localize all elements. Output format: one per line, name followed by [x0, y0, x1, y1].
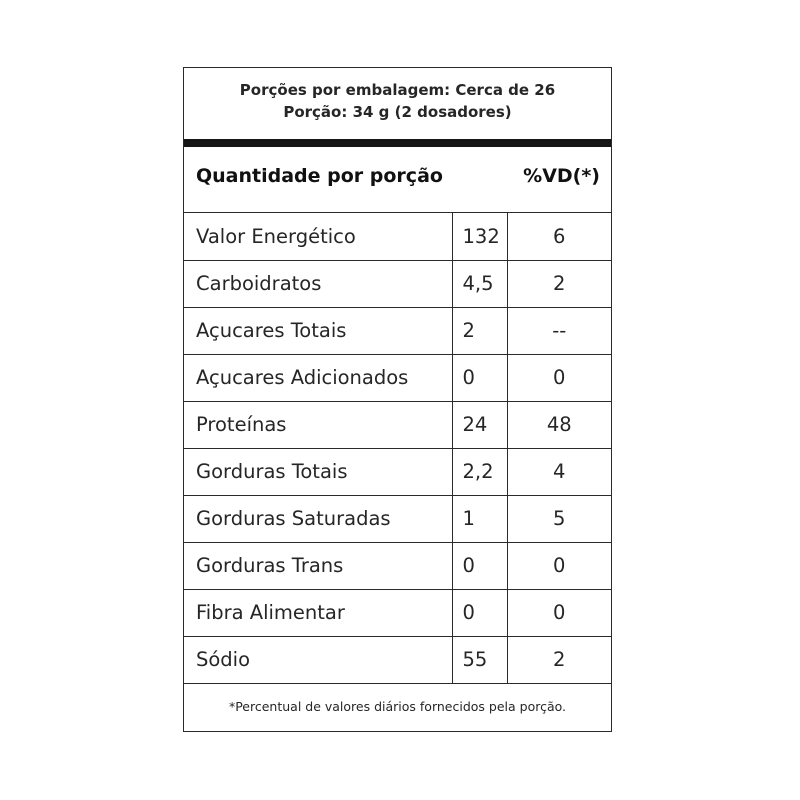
nutrient-daily-value: 5: [507, 495, 611, 542]
nutrient-daily-value: --: [507, 307, 611, 354]
servings-info: [184, 68, 611, 140]
nutrient-quantity: 2,2: [452, 448, 507, 495]
nutrient-daily-value: 2: [507, 636, 611, 683]
header-daily-value: %VD(*): [523, 165, 600, 187]
nutrient-quantity: 4,5: [452, 260, 507, 307]
nutrient-daily-value: 4: [507, 448, 611, 495]
nutrient-quantity: 132: [452, 213, 507, 260]
table-row: [184, 589, 611, 636]
nutrient-quantity: 0: [452, 354, 507, 401]
nutrition-facts-label: [183, 67, 612, 732]
nutrient-name: Gorduras Saturadas: [184, 495, 452, 542]
nutrient-name: Valor Energético: [184, 213, 452, 260]
table-row: [184, 448, 611, 495]
table-row: [184, 307, 611, 354]
nutrients-table: [184, 213, 611, 684]
nutrient-name: Carboidratos: [184, 260, 452, 307]
nutrient-name: Fibra Alimentar: [184, 589, 452, 636]
nutrient-daily-value: 6: [507, 213, 611, 260]
table-row: [184, 495, 611, 542]
nutrient-quantity: 0: [452, 542, 507, 589]
nutrient-quantity: 0: [452, 589, 507, 636]
nutrient-name: Gorduras Trans: [184, 542, 452, 589]
serving-size: Porção: 34 g (2 dosadores): [283, 103, 512, 121]
nutrient-quantity: 1: [452, 495, 507, 542]
thick-divider: [184, 139, 611, 147]
nutrient-daily-value: 48: [507, 401, 611, 448]
footnote: *Percentual de valores diários fornecidos pela porção.: [228, 699, 567, 714]
nutrient-name: Proteínas: [184, 401, 452, 448]
nutrient-quantity: 24: [452, 401, 507, 448]
servings-per-package: Porções por embalagem: Cerca de 26: [239, 81, 556, 99]
nutrient-name: Sódio: [184, 636, 452, 683]
nutrient-name: Açucares Totais: [184, 307, 452, 354]
table-header: [184, 147, 611, 213]
table-row: [184, 542, 611, 589]
header-amount-per-serving: Quantidade por porção: [196, 165, 443, 187]
nutrient-name: Açucares Adicionados: [184, 354, 452, 401]
table-row: [184, 260, 611, 307]
nutrient-quantity: 2: [452, 307, 507, 354]
table-row: [184, 213, 611, 260]
table-row: [184, 636, 611, 683]
nutrient-daily-value: 0: [507, 542, 611, 589]
table-row: [184, 401, 611, 448]
table-row: [184, 354, 611, 401]
nutrient-daily-value: 0: [507, 354, 611, 401]
nutrient-name: Gorduras Totais: [184, 448, 452, 495]
nutrient-quantity: 55: [452, 636, 507, 683]
nutrient-daily-value: 2: [507, 260, 611, 307]
nutrient-daily-value: 0: [507, 589, 611, 636]
